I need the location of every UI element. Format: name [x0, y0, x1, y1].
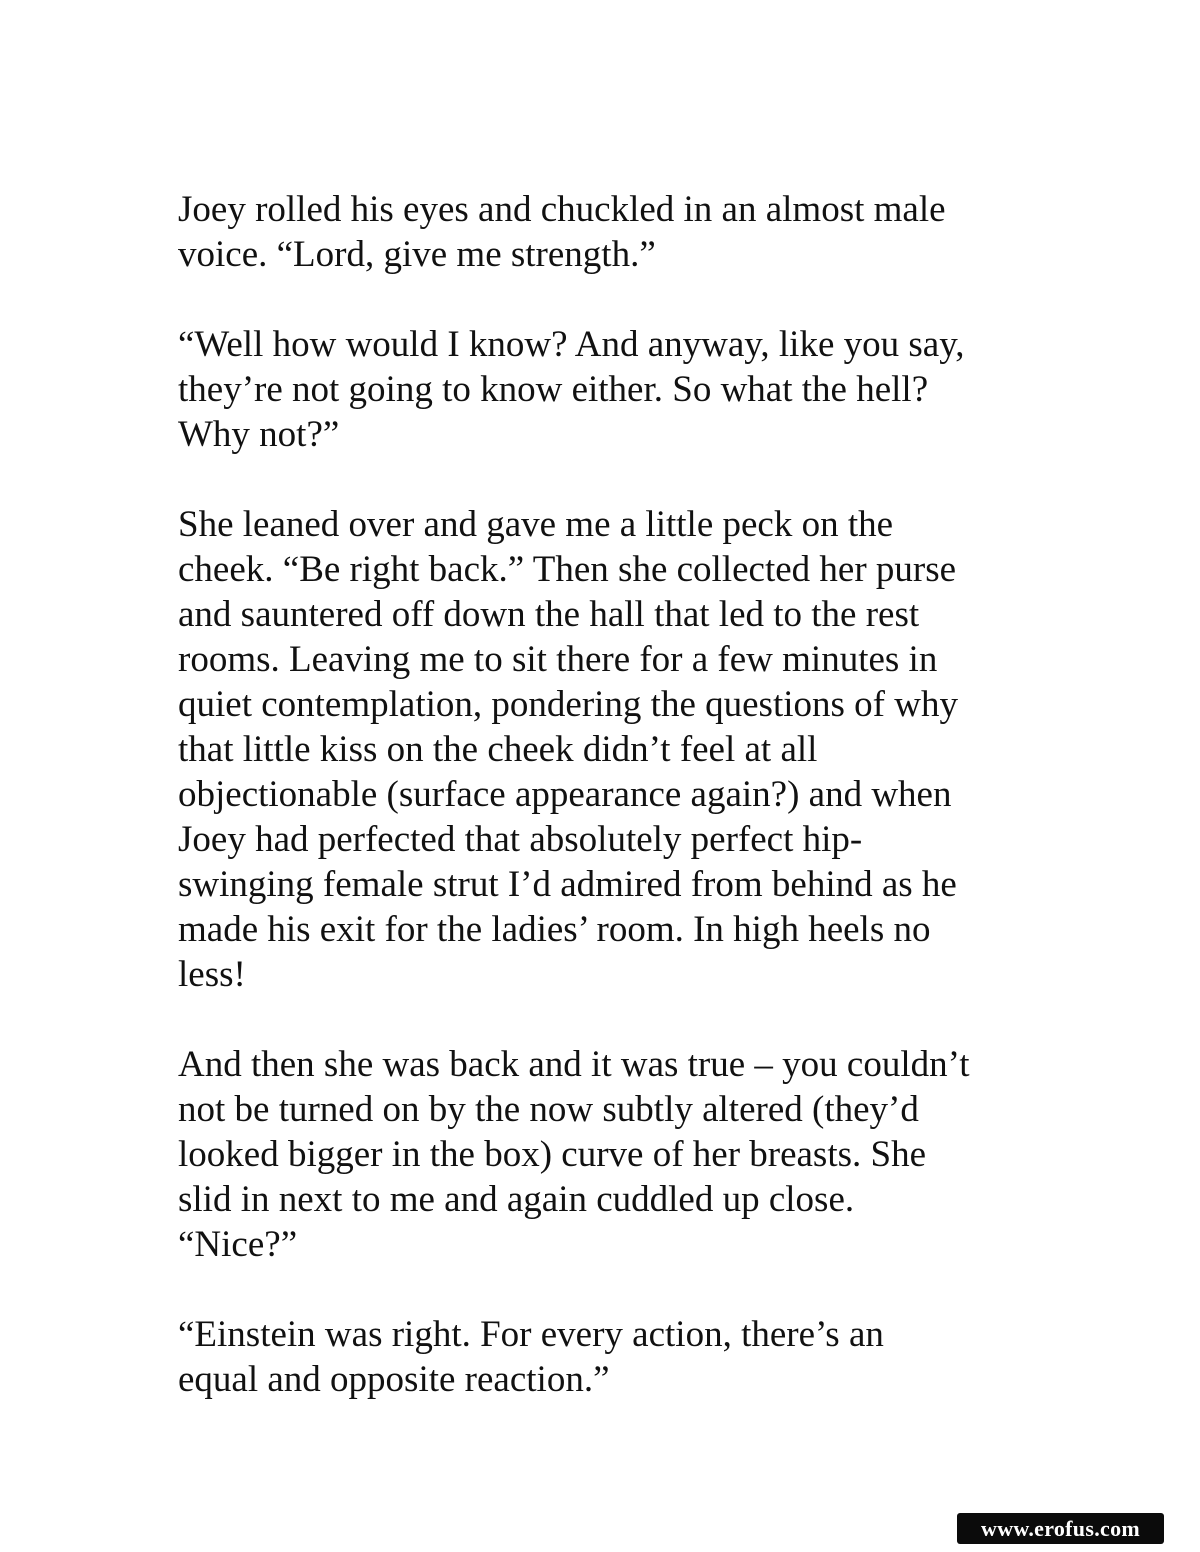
text-line: quiet contemplation, pondering the questions of why: [178, 684, 958, 725]
text-line: Joey had perfected that absolutely perfect hip-: [178, 819, 863, 860]
text-line: Joey rolled his eyes and chuckled in an almost male: [178, 189, 946, 230]
text-line: equal and opposite reaction.”: [178, 1359, 610, 1400]
text-line: cheek. “Be right back.” Then she collected her purse: [178, 549, 957, 590]
text-line: that little kiss on the cheek didn’t feel at all: [178, 729, 818, 770]
text-line: objectionable (surface appearance again?) and when: [178, 774, 952, 815]
watermark-badge: www.erofus.com: [957, 1513, 1164, 1544]
text-line: swinging female strut I’d admired from behind as he: [178, 864, 957, 905]
text-line: they’re not going to know either. So what the hell?: [178, 369, 929, 410]
text-line: not be turned on by the now subtly altered (they’d: [178, 1089, 919, 1130]
text-line: Why not?”: [178, 414, 340, 455]
text-line: and sauntered off down the hall that led to the rest: [178, 594, 920, 635]
text-line: slid in next to me and again cuddled up close.: [178, 1179, 855, 1220]
text-line: “Einstein was right. For every action, there’s an: [178, 1314, 884, 1355]
text-line: “Nice?”: [178, 1224, 298, 1265]
text-line: voice. “Lord, give me strength.”: [178, 234, 656, 275]
text-line: And then she was back and it was true – you couldn’t: [178, 1044, 970, 1085]
text-line: “Well how would I know? And anyway, like you say,: [178, 324, 965, 365]
text-line: looked bigger in the box) curve of her breasts. She: [178, 1134, 927, 1175]
text-line: She leaned over and gave me a little peck on the: [178, 504, 894, 545]
text-line: less!: [178, 954, 246, 995]
text-line: rooms. Leaving me to sit there for a few minutes in: [178, 639, 938, 680]
text-line: made his exit for the ladies’ room. In high heels no: [178, 909, 931, 950]
